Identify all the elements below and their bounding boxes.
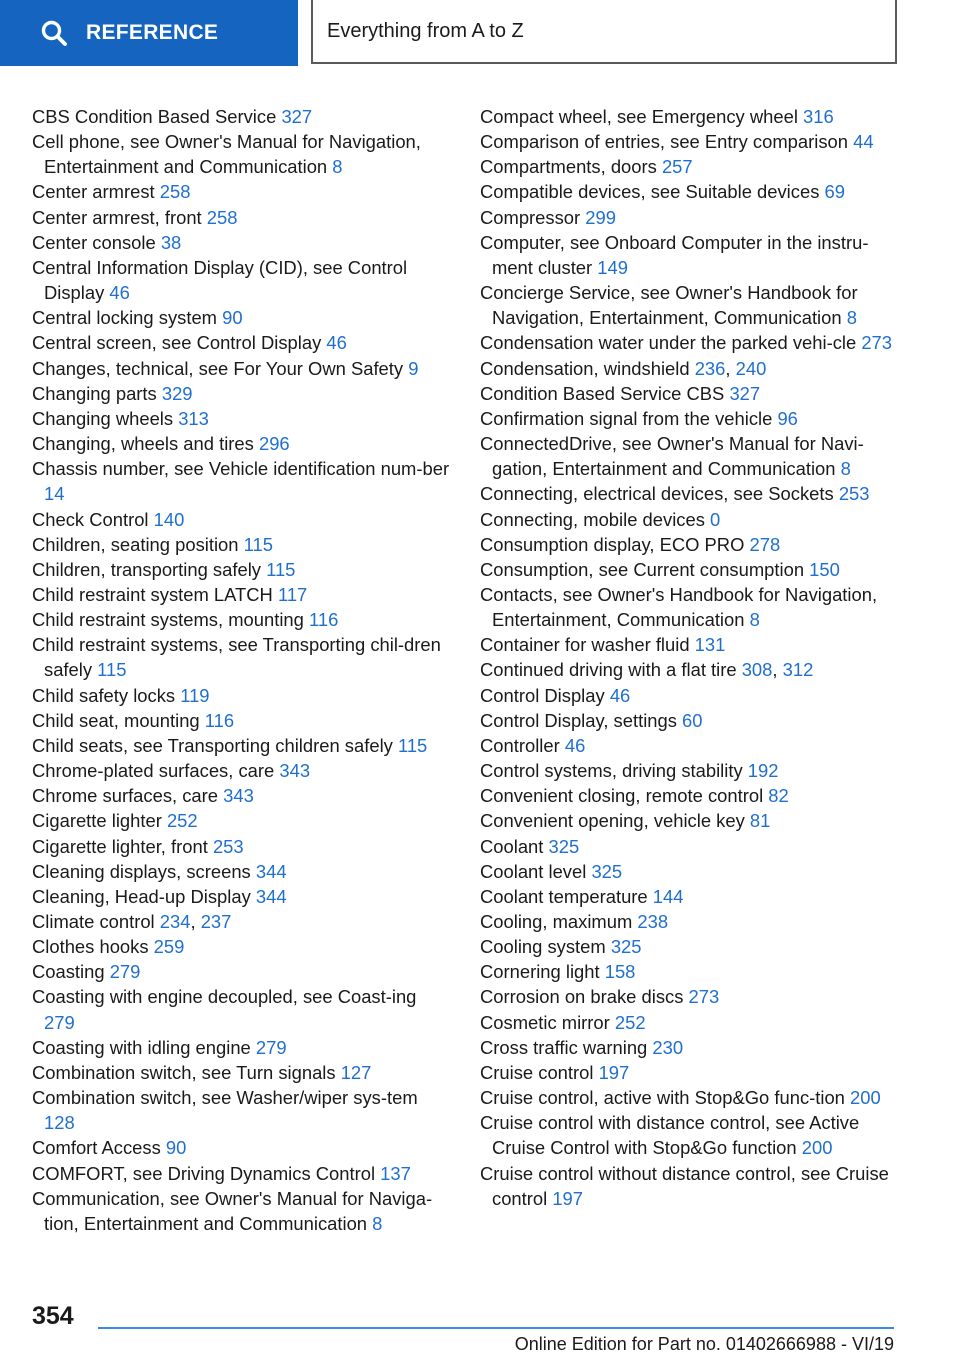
index-entry	[32, 934, 452, 959]
index-entry	[480, 582, 900, 632]
page-link[interactable]: 9	[408, 357, 419, 379]
index-entry	[480, 104, 900, 129]
page-link[interactable]: 325	[610, 936, 642, 958]
index-entry	[480, 280, 900, 330]
index-entry	[32, 557, 452, 582]
index-term: Child seats, see Transporting children safely	[32, 734, 398, 756]
index-term: Cruise control	[480, 1061, 599, 1083]
index-entry	[480, 708, 900, 733]
index-term: Combination switch, see Washer/wiper sys-tem	[32, 1087, 418, 1109]
index-term: Concierge Service, see Owner's Handbook for Navigation, Entertainment, Communication	[480, 282, 858, 329]
index-term: Condition Based Service CBS	[480, 382, 730, 404]
page-link[interactable]: 236	[694, 357, 726, 379]
index-term: Central locking system	[32, 307, 223, 329]
index-entry	[480, 909, 900, 934]
page-link[interactable]: 312	[782, 659, 814, 681]
page-link[interactable]: 117	[277, 583, 308, 605]
index-term: Connecting, electrical devices, see Sockets	[480, 483, 839, 505]
index-term: Continued driving with a flat tire	[480, 659, 742, 681]
page-link[interactable]: 343	[223, 785, 254, 807]
index-entry	[32, 632, 452, 682]
page-link[interactable]: 0	[710, 508, 721, 530]
index-term: Container for washer fluid	[480, 634, 695, 656]
index-term: Compact wheel, see Emergency wheel	[480, 106, 804, 127]
page-separator: ,	[190, 911, 201, 932]
index-term: Control Display	[480, 684, 610, 706]
index-entry	[32, 356, 452, 381]
page-link[interactable]: 90	[165, 1137, 187, 1159]
index-term: Center armrest, front	[32, 206, 207, 228]
index-entry	[32, 984, 452, 1034]
index-term: Climate control	[32, 911, 160, 932]
index-term: Coolant temperature	[480, 885, 653, 907]
index-term: Changing parts	[32, 382, 162, 404]
index-entry	[480, 959, 900, 984]
page-link[interactable]: 278	[749, 533, 781, 555]
footer-divider	[98, 1327, 894, 1329]
page-link[interactable]: 69	[824, 181, 845, 203]
index-entry	[480, 1110, 900, 1160]
index-term: Check Control	[32, 508, 154, 530]
index-entry	[32, 607, 452, 632]
index-entry	[32, 1060, 452, 1085]
index-entry	[32, 733, 452, 758]
page-link[interactable]: 60	[682, 709, 703, 731]
index-term: Changes, technical, see For Your Own Safety	[32, 357, 409, 379]
index-entry	[32, 230, 452, 255]
index-entry	[32, 1035, 452, 1060]
index-entry	[480, 1085, 900, 1110]
page-link[interactable]: 38	[160, 231, 182, 253]
page-link[interactable]: 46	[564, 734, 586, 756]
page-link[interactable]: 308	[741, 659, 773, 681]
index-entry	[480, 129, 900, 154]
index-term: Computer, see Onboard Computer in the instru-ment cluster	[480, 231, 869, 278]
index-entry	[480, 783, 900, 808]
index-entry	[480, 632, 900, 657]
index-column-left	[32, 104, 452, 1236]
index-entry	[32, 1085, 452, 1135]
index-entry	[480, 230, 900, 280]
index-term: Convenient closing, remote control	[480, 785, 769, 807]
page-link[interactable]: 8	[840, 458, 851, 480]
index-entry	[480, 1035, 900, 1060]
page-link[interactable]: 8	[332, 156, 343, 178]
page-link[interactable]: 252	[166, 810, 198, 832]
index-term: Cleaning, Head-up Display	[32, 885, 256, 907]
index-entry	[480, 834, 900, 859]
page-separator: ,	[725, 357, 736, 379]
page-link[interactable]: 316	[803, 106, 834, 127]
index-term: CBS Condition Based Service	[32, 106, 282, 127]
index-entry	[480, 154, 900, 179]
page-link[interactable]: 46	[326, 332, 347, 354]
index-entry	[480, 406, 900, 431]
index-term: Cooling, maximum	[480, 911, 638, 932]
index-entry	[32, 708, 452, 733]
index-term: Cell phone, see Owner's Manual for Navigation, Entertainment and Communication	[32, 131, 421, 178]
index-term: Central screen, see Control Display	[32, 332, 327, 354]
index-term: Confirmation signal from the vehicle	[480, 407, 778, 429]
page-link[interactable]: 150	[809, 558, 840, 580]
index-term: Cross traffic warning	[480, 1036, 653, 1058]
index-entry	[32, 959, 452, 984]
index-entry	[32, 330, 452, 355]
page-header	[0, 0, 960, 66]
page-link[interactable]: 234	[159, 911, 191, 932]
index-entry	[32, 909, 452, 934]
page-link[interactable]: 259	[153, 936, 185, 958]
index-term: Compatible devices, see Suitable devices	[480, 181, 825, 203]
page-link[interactable]: 253	[838, 483, 870, 505]
index-term: Center console	[32, 231, 161, 253]
index-term: Compressor	[480, 206, 586, 228]
index-entry	[480, 859, 900, 884]
index-term: Cruise control with distance control, see Active Cruise Control with Stop&Go function	[480, 1112, 860, 1159]
page-link[interactable]: 44	[853, 131, 874, 153]
page-link[interactable]: 296	[258, 433, 290, 455]
index-term: Consumption display, ECO PRO	[480, 533, 750, 555]
section-label: REFERENCE	[86, 21, 219, 44]
index-term: Changing, wheels and tires	[32, 433, 259, 455]
index-term: Child restraint systems, see Transporting chil-dren safely	[32, 634, 441, 681]
page-link[interactable]: 238	[637, 911, 669, 932]
index-term: Consumption, see Current consumption	[480, 558, 810, 580]
index-term: Compartments, doors	[480, 156, 662, 178]
index-entry	[480, 808, 900, 833]
page-link[interactable]: 116	[204, 709, 235, 731]
page-link[interactable]: 144	[652, 885, 684, 907]
page-link[interactable]: 131	[694, 634, 726, 656]
page-link[interactable]: 279	[44, 1011, 75, 1033]
index-term: Coasting with idling engine	[32, 1036, 256, 1058]
index-term: Child seat, mounting	[32, 709, 205, 731]
index-term: Cruise control, active with Stop&Go func-tion	[480, 1087, 851, 1109]
page-number: 354	[32, 1302, 74, 1330]
page-link[interactable]: 116	[308, 609, 339, 631]
page-link[interactable]: 115	[243, 533, 273, 555]
index-term: Contacts, see Owner's Handbook for Navigation, Entertainment, Communication	[480, 583, 878, 631]
page-link[interactable]: 200	[850, 1087, 881, 1109]
page-link[interactable]: 273	[688, 986, 720, 1008]
index-entry	[480, 1161, 900, 1211]
index-entry	[32, 179, 452, 204]
index-entry	[32, 532, 452, 557]
index-entry	[480, 431, 900, 481]
page-link[interactable]: 14	[44, 483, 65, 505]
index-term: Children, transporting safely	[32, 558, 267, 580]
index-term: Control systems, driving stability	[480, 760, 748, 782]
index-entry	[32, 456, 452, 506]
page-link[interactable]: 192	[747, 760, 779, 782]
index-term: Chassis number, see Vehicle identification num-ber	[32, 458, 450, 480]
page-link[interactable]: 325	[591, 860, 623, 882]
index-term: Combination switch, see Turn signals	[32, 1061, 341, 1083]
index-entry	[480, 381, 900, 406]
page-link[interactable]: 46	[109, 282, 130, 304]
index-term: Comparison of entries, see Entry comparison	[480, 131, 854, 153]
page-link[interactable]: 299	[585, 206, 616, 228]
page-link[interactable]: 344	[255, 885, 287, 907]
index-entry	[32, 834, 452, 859]
index-term: Chrome-plated surfaces, care	[32, 760, 280, 782]
page-link[interactable]: 279	[255, 1036, 287, 1058]
index-term: Control Display, settings	[480, 709, 683, 731]
page-link[interactable]: 137	[380, 1162, 411, 1184]
index-term: Child safety locks	[32, 684, 181, 706]
index-term: Children, seating position	[32, 533, 244, 555]
index-entry	[32, 305, 452, 330]
page-link[interactable]: 273	[861, 332, 893, 354]
page-link[interactable]: 115	[266, 558, 296, 580]
index-entry	[32, 1186, 452, 1236]
index-term: Condensation, windshield	[480, 357, 695, 379]
index-entry	[32, 884, 452, 909]
index-entry	[32, 758, 452, 783]
page-link[interactable]: 81	[749, 810, 771, 832]
index-entry	[32, 205, 452, 230]
page-link[interactable]: 46	[609, 684, 631, 706]
page-link[interactable]: 258	[159, 181, 191, 203]
page-link[interactable]: 149	[597, 256, 628, 278]
page-link[interactable]: 197	[552, 1187, 583, 1209]
index-term: Comfort Access	[32, 1137, 166, 1159]
page-link[interactable]: 96	[777, 407, 798, 429]
page-title-box	[311, 0, 897, 64]
index-term: Child restraint system LATCH	[32, 583, 278, 605]
index-entry	[480, 683, 900, 708]
index-term: Cigarette lighter, front	[32, 835, 213, 857]
index-term: Center armrest	[32, 181, 160, 203]
index-entry	[32, 129, 452, 179]
index-entry	[32, 582, 452, 607]
index-term: Connecting, mobile devices	[480, 508, 711, 530]
index-term: Coasting with engine decoupled, see Coast-ing	[32, 986, 417, 1008]
index-term: Cleaning displays, screens	[32, 860, 256, 882]
index-entry	[32, 104, 452, 129]
edition-note: Online Edition for Part no. 01402666988 - VI/19	[514, 1334, 894, 1354]
index-entry	[32, 406, 452, 431]
page-link[interactable]: 252	[614, 1011, 646, 1033]
index-term: COMFORT, see Driving Dynamics Control	[32, 1162, 381, 1184]
index-entry	[480, 532, 900, 557]
index-term: Cigarette lighter	[32, 810, 167, 832]
page-link[interactable]: 343	[279, 760, 311, 782]
page-link[interactable]: 257	[661, 156, 693, 178]
index-entry	[480, 179, 900, 204]
index-term: Cooling system	[480, 936, 611, 958]
page-link[interactable]: 279	[109, 961, 141, 983]
page-link[interactable]: 200	[801, 1137, 833, 1159]
index-term: Coasting	[32, 961, 110, 983]
page-link[interactable]: 8	[846, 307, 857, 329]
index-column-right	[480, 104, 900, 1211]
index-term: Cornering light	[480, 961, 605, 983]
page-link[interactable]: 128	[44, 1112, 75, 1134]
index-term: Cosmetic mirror	[480, 1011, 615, 1033]
index-entry	[480, 934, 900, 959]
index-term: Convenient opening, vehicle key	[480, 810, 750, 832]
page-link[interactable]: 115	[97, 659, 127, 681]
reference-tab[interactable]	[0, 0, 298, 66]
page-link[interactable]: 90	[222, 307, 243, 329]
page-link[interactable]: 240	[735, 357, 767, 379]
index-term: Condensation water under the parked vehi-cle	[480, 332, 862, 354]
index-term: Coolant	[480, 835, 549, 857]
index-term: Changing wheels	[32, 407, 179, 429]
page-link[interactable]: 119	[180, 684, 210, 706]
page-link[interactable]: 258	[206, 206, 238, 228]
page-link[interactable]: 158	[604, 961, 636, 983]
index-term: Central Information Display (CID), see Control Display	[32, 256, 408, 304]
page-link[interactable]: 327	[729, 382, 761, 404]
index-entry	[32, 783, 452, 808]
index-term: Cruise control without distance control, see Cruise control	[480, 1162, 889, 1209]
search-icon[interactable]	[40, 19, 68, 47]
index-entry	[480, 481, 900, 506]
page-link[interactable]: 313	[178, 407, 209, 429]
page-link[interactable]: 230	[652, 1036, 684, 1058]
index-entry	[480, 984, 900, 1009]
index-term: Clothes hooks	[32, 936, 154, 958]
page-link[interactable]: 327	[281, 106, 313, 127]
index-term: Child restraint systems, mounting	[32, 609, 309, 631]
index-entry	[32, 431, 452, 456]
page-link[interactable]: 115	[397, 734, 428, 756]
index-term: Chrome surfaces, care	[32, 785, 224, 807]
page-link[interactable]: 344	[255, 860, 287, 882]
index-entry	[32, 381, 452, 406]
index-entry	[32, 808, 452, 833]
index-entry	[480, 657, 900, 682]
index-entry	[480, 356, 900, 381]
page-separator: ,	[772, 659, 783, 681]
index-entry	[480, 507, 900, 532]
index-entry	[32, 1135, 452, 1160]
page-link[interactable]: 197	[598, 1061, 630, 1083]
index-term: Coolant level	[480, 860, 592, 882]
page-link[interactable]: 140	[153, 508, 185, 530]
index-entry	[480, 884, 900, 909]
page-link[interactable]: 8	[749, 609, 760, 631]
page-link[interactable]: 325	[548, 835, 580, 857]
index-entry	[32, 683, 452, 708]
page-link[interactable]: 253	[212, 835, 244, 857]
index-entry	[480, 557, 900, 582]
index-entry	[480, 1060, 900, 1085]
index-entry	[32, 1161, 452, 1186]
index-entry	[32, 507, 452, 532]
page-link[interactable]: 237	[200, 911, 232, 932]
index-entry	[480, 330, 900, 355]
page-title: Everything from A to Z	[327, 19, 524, 42]
index-entry	[480, 733, 900, 758]
index-term: Controller	[480, 734, 565, 756]
index-entry	[32, 859, 452, 884]
page-link[interactable]: 329	[161, 382, 193, 404]
index-term: Corrosion on brake discs	[480, 986, 689, 1008]
index-entry	[32, 255, 452, 305]
index-term: ConnectedDrive, see Owner's Manual for Navi-gation, Entertainment and Communication	[480, 433, 864, 480]
index-term: Communication, see Owner's Manual for Naviga-tion, Entertainment and Communication	[32, 1187, 433, 1234]
page-link[interactable]: 82	[768, 785, 789, 807]
page-link[interactable]: 127	[340, 1061, 372, 1083]
page-link[interactable]: 8	[372, 1212, 383, 1234]
index-entry	[480, 1010, 900, 1035]
index-entry	[480, 205, 900, 230]
index-entry	[480, 758, 900, 783]
